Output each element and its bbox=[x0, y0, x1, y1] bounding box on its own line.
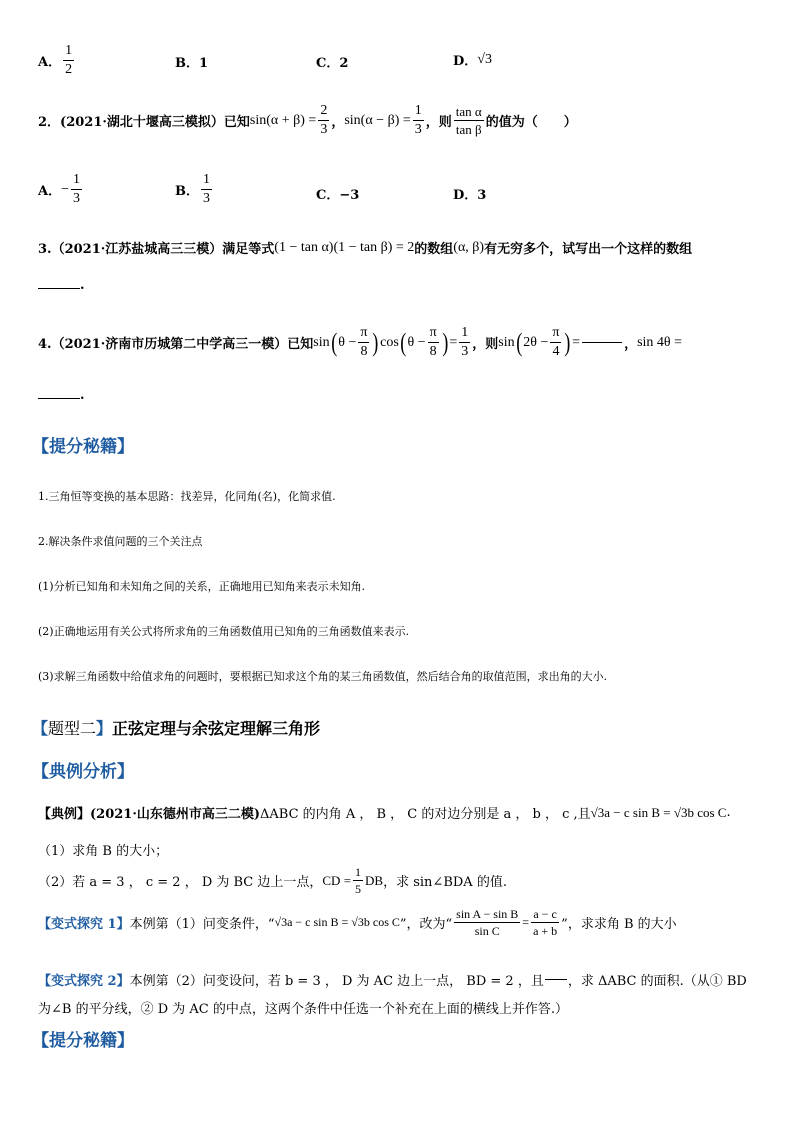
q3-answer-line: . bbox=[38, 278, 85, 293]
answer-blank[interactable] bbox=[38, 398, 80, 399]
q1-option-b: B．1 bbox=[175, 56, 209, 71]
fraction: $\frac{1}{3}$ bbox=[73, 172, 80, 206]
fraction: $\frac{1}{2}$ bbox=[65, 43, 73, 77]
example-part-2: （2）若 a = 3 ， c = 2 ， D 为 BC 边上一点， CD = $\frac{1}{5}$ DB ，求 sin∠BDA 的值. bbox=[38, 865, 507, 896]
answer-blank[interactable] bbox=[38, 288, 80, 289]
fraction: $\frac{1}{3}$ bbox=[414, 103, 422, 137]
fraction: $\frac{\text{tan α}}{\text{tan β}}$ bbox=[455, 104, 482, 137]
fraction: $\frac{1}{3}$ bbox=[461, 325, 469, 359]
q2-option-b: B． $\frac{1}{3}$ bbox=[175, 172, 210, 206]
tip-line: (2)正确地运用有关公式将所求角的三角函数值用已知角的三角函数值来表示. bbox=[38, 625, 410, 638]
fraction: $\frac{1}{3}$ bbox=[203, 172, 210, 206]
q1-option-d: D． √3 bbox=[453, 51, 492, 69]
question-2: 2．(2021·湖北十堰高三模拟）已知 sin(α + β) = $\frac{2}{3}$ ， sin(α − β) = $\frac{1}{3}$ ，则 $\frac{\text{tan α}}{\text{tan β}}$ 的值为（ ） bbox=[38, 103, 577, 137]
question-3: 3.（2021·江苏盐城高三三模）满足等式 (1 − tan α)(1 − tan β) = 2 的数组 (α, β) 有无穷多个，试写出一个这样的数组 bbox=[38, 239, 693, 257]
example-part-1: （1）求角 B 的大小； bbox=[38, 844, 169, 859]
example-statement: 【典例】 (2021·山东德州市高三二模) ΔABC 的内角 A ， B ， C 的对边分别是 a ， b ， c ,且 √3a − c sin B = √3b cos C . bbox=[38, 804, 731, 822]
q1-option-c: C．2 bbox=[316, 56, 349, 71]
fraction: $\frac{\pi}{8}$ bbox=[360, 325, 368, 359]
variant-2: 【变式探究 2】 本例第（2）问变设问，若 b = 3 ， D 为 AC 边上一点， BD = 2 ，且 ，求 ΔABC 的面积.（从① BD bbox=[38, 974, 747, 989]
q2-option-a: A． − $\frac{1}{3}$ bbox=[38, 172, 80, 206]
q4-answer-line: . bbox=[38, 388, 85, 403]
section-heading-tips-2: 【提分秘籍】 bbox=[32, 1031, 134, 1051]
q2-option-c: C．−3 bbox=[316, 188, 360, 203]
answer-blank[interactable] bbox=[545, 979, 567, 980]
tip-line: 2.解决条件求值问题的三个关注点 bbox=[38, 535, 203, 548]
fraction: $\frac{\text{sin A − sin B}}{\text{sin C}}$ bbox=[456, 907, 519, 938]
section-heading-tips: 【提分秘籍】 bbox=[32, 437, 134, 457]
section-heading-examples: 【典例分析】 bbox=[32, 762, 134, 782]
question-4: 4.（2021·济南市历城第二中学高三一模）已知 sin ( θ − $\frac{\pi}{8}$ ) cos ( θ − $\frac{\pi}{8}$ ) = $\frac{1}{3}$ ，则 sin ( 2θ − $\frac{\pi}{4}$ ) = ， sin 4θ = bbox=[38, 325, 683, 359]
fraction: $\frac{1}{5}$ bbox=[355, 865, 362, 896]
fraction: $\frac{\pi}{4}$ bbox=[552, 325, 560, 359]
variant-2-line-2: 为∠B 的平分线，② D 为 AC 的中点，这两个条件中任选一个补充在上面的横线上并作答.） bbox=[38, 1002, 568, 1017]
answer-blank[interactable] bbox=[582, 342, 622, 343]
type-heading: 【题型二】正弦定理与余弦定理解三角形 bbox=[32, 719, 321, 738]
fraction: $\frac{a - c}{a + b}$ bbox=[533, 907, 558, 938]
tip-line: (1)分析已知角和未知角之间的关系，正确地用已知角来表示未知角. bbox=[38, 580, 366, 593]
tip-line: (3)求解三角函数中给值求角的问题时，要根据已知求这个角的某三角函数值，然后结合角的取值范围，求出角的大小. bbox=[38, 670, 608, 683]
q1-option-a: A． $\frac{1}{2}$ bbox=[38, 43, 73, 77]
tip-line: 1.三角恒等变换的基本思路：找差异，化同角(名)，化简求值. bbox=[38, 490, 336, 503]
variant-1: 【变式探究 1】 本例第（1）问变条件，“ √3a − c sin B = √3b cos C ”，改为“ $\frac{\text{sin A − sin B}}{\text{sin C}}$ = $\frac{a - c}{a + b}$ ”，求求角 B 的大小 bbox=[38, 907, 677, 938]
fraction: $\frac{\pi}{8}$ bbox=[429, 325, 437, 359]
fraction: $\frac{2}{3}$ bbox=[320, 103, 328, 137]
q2-option-d: D．3 bbox=[453, 188, 487, 203]
